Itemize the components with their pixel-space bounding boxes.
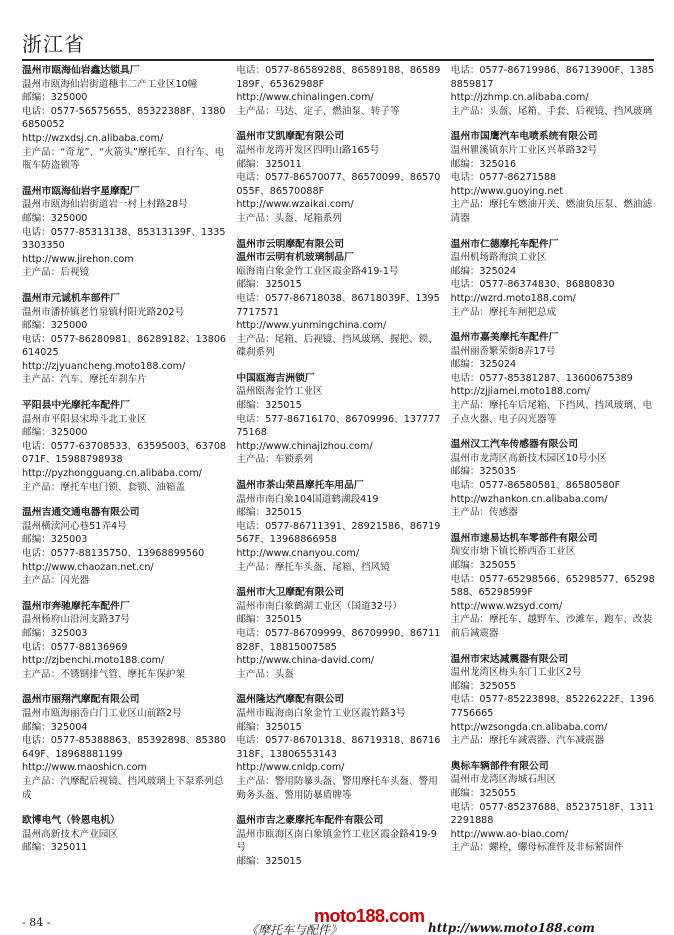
- company-entry: [451, 238, 656, 320]
- company-website-link[interactable]: http://wzsongda.cn.alibaba.com/: [450, 721, 608, 733]
- company-detail-line: 邮编：325015: [236, 507, 302, 519]
- company-detail-line: 温州市瓯海区南白象镇金竹工业区霞金路419-9号: [236, 828, 437, 854]
- company-entry: [22, 600, 227, 682]
- company-detail-line: 主产品：传感器: [450, 507, 518, 519]
- company-detail-line: 电话：0577-86374830、86880830: [450, 279, 615, 291]
- company-detail-line: 电话：0577-86709999、86709990、86711828F、18815007585: [236, 627, 441, 653]
- company-detail-line: 电话：0577-86719986、86713900F、13858859817: [450, 65, 655, 90]
- company-website-link[interactable]: http://jzhmp.cn.alibaba.com/: [450, 92, 589, 104]
- company-detail-line: 主产品：“奇龙”、“火箭头”摩托车、自行车、电瓶车防盗锁等: [22, 146, 225, 172]
- province-heading: 浙江省: [22, 32, 85, 56]
- company-detail-line: 主产品：摩托车减震器、汽车减震器: [450, 735, 605, 747]
- company-entry: [451, 532, 656, 641]
- company-entry: [22, 399, 227, 494]
- company-entry: [451, 64, 656, 118]
- footer-url[interactable]: http://www.moto188.com: [428, 921, 595, 935]
- company-name: 中国瓯海吉洲锁厂: [236, 372, 315, 384]
- company-entry: [22, 693, 227, 802]
- magazine-title: 《摩托车与配件》: [246, 923, 343, 935]
- company-name: 温州汉工汽车传感器有限公司: [450, 439, 579, 451]
- company-name: 奥标车辆部件有限公司: [450, 760, 549, 772]
- company-detail-line: 温州市潘桥镇老竹泉镇村阳光路202号: [22, 306, 185, 318]
- listing-columns: [22, 64, 656, 904]
- company-entry: [22, 64, 227, 173]
- company-detail-line: 电话：0577-65298566、65298577、65298588、65298599F: [450, 573, 655, 599]
- company-detail-line: 电话：0577-86711391、28921586、86719567F、13968866958: [236, 520, 441, 546]
- company-detail-line: 电话：0577-86589288、86589188、86589189F、65362988F: [236, 65, 441, 90]
- company-detail-line: 主产品：摩托车头盔、尾箱、挡风镜: [236, 561, 390, 573]
- company-detail-line: 邮编：325011: [22, 842, 88, 854]
- company-detail-line: 温州杨府山沿河支路37号: [22, 614, 131, 626]
- company-detail-line: 瑞安市塘下镇长桥西岙工业区: [450, 546, 576, 558]
- company-website-link[interactable]: http://zjjiamei.moto188.com/: [450, 386, 590, 398]
- company-website-link[interactable]: http://zjyuancheng.moto188.com/: [22, 360, 186, 372]
- company-detail-line: 邮编：325000: [22, 212, 88, 224]
- company-detail-line: 主产品：摩托车后尾箱、下挡风、挡风玻璃、电子点火器、电子闪光器等: [450, 400, 653, 425]
- company-name: 温州市丽翔汽摩配有限公司: [22, 694, 140, 706]
- company-detail-line: 电话：0577-85223898、85226222F、13967756665: [450, 694, 655, 719]
- company-website-link[interactable]: http://wzrd.moto188.com/: [450, 292, 576, 304]
- company-detail-line: 电话：0577-88136969: [22, 641, 128, 653]
- company-detail-line: 主产品：螺栓，螺母标准件及非标紧固件: [450, 842, 624, 854]
- company-detail-line: 主产品：摩托车燃油开关、燃油负压泵、燃油滤清器: [450, 199, 653, 224]
- company-detail-line: 邮编：325035: [450, 466, 517, 478]
- company-entry: [236, 479, 441, 574]
- company-detail-line: 电话：0577-86701318、86719318、86716318F、13806553143: [236, 735, 441, 760]
- company-entry: [236, 64, 441, 118]
- company-entry: [451, 130, 656, 225]
- company-website-link[interactable]: http://pyzhongguang.cn.alibaba.com/: [22, 468, 202, 480]
- company-detail-line: 温州丽岙繁荣街8弄17号: [450, 345, 556, 357]
- company-detail-line: 主产品：摩托车闸把总成: [450, 306, 557, 318]
- company-detail-line: 主产品：头盔、尾箱系列: [236, 212, 342, 224]
- company-website-link[interactable]: http://www.chinajizhou.com/: [236, 440, 373, 452]
- company-detail-line: 邮编：325024: [450, 265, 517, 277]
- header-rule: [22, 59, 654, 61]
- company-name: 温州市云明摩配有限公司: [236, 238, 345, 250]
- company-entry: [22, 506, 227, 588]
- company-name: 温州市嘉美摩托车配件厂: [450, 332, 559, 344]
- company-entry: [451, 331, 656, 426]
- company-entry: [22, 185, 227, 280]
- company-name: 温州市元诚机车部件厂: [22, 292, 120, 304]
- company-entry: [451, 438, 656, 520]
- company-website-link[interactable]: http://www.cnanyou.com/: [236, 548, 360, 559]
- company-website-link[interactable]: http://wzhankon.cn.alibaba.com/: [450, 493, 608, 505]
- company-detail-line: 邮编：325011: [236, 158, 302, 170]
- company-detail-line: 温州龙湾区梅头东门工业区2号: [450, 667, 582, 679]
- company-name: 温州市国鹰汽车电喷系统有限公司: [450, 131, 598, 143]
- company-detail-line: 邮编：325055: [450, 560, 517, 571]
- company-detail-line: 邮编：325000: [22, 320, 88, 332]
- company-detail-line: 主产品：马达、定子、燃油泵、转子等: [236, 105, 400, 117]
- company-detail-line: 邮编：325015: [236, 279, 302, 291]
- company-detail-line: 电话：0577-85237688、85237518F、13112291888: [450, 801, 655, 827]
- company-detail-line: 温州瓯海金竹工业区: [236, 386, 323, 398]
- company-detail-line: 邮编：325000: [22, 427, 88, 439]
- company-name: 温州市仁德摩托车配件厂: [450, 238, 559, 250]
- company-entry: [236, 586, 441, 681]
- company-name: 欧博电气（铃恩电机）: [22, 815, 120, 827]
- company-detail-line: 主产品：头盔、尾箱、手套、后视镜、挡风玻璃: [450, 105, 653, 117]
- company-entry: [22, 814, 227, 855]
- company-website-link[interactable]: http://www.jirehon.com: [22, 253, 134, 265]
- company-detail-line: 主产品：摩托车、越野车、沙滩车、跑车、改装前后减震器: [450, 614, 653, 639]
- company-detail-line: 主产品：汽摩配后视镜、挡风玻璃上下泵系列总成: [22, 775, 224, 801]
- company-detail-line: 主产品：警用防暴头盔、警用摩托车头盔、警用勤务头盔、警用防暴盾牌等: [236, 775, 438, 801]
- company-detail-line: 邮编：325015: [236, 614, 302, 626]
- company-detail-line: 温州市龙湾区海城石坦区: [450, 774, 557, 786]
- company-entry: [451, 760, 656, 855]
- company-detail-line: 温州市南白象鹤湖工业区（国道32号）: [236, 600, 403, 612]
- company-detail-line: 电话：577-86716170、86709996、13777775168: [236, 413, 441, 439]
- company-detail-line: 温州市平阳县宋埠斗北工业区: [22, 413, 147, 425]
- company-detail-line: 电话：0577-86718038、86718039F、13957717571: [236, 292, 440, 318]
- company-detail-line: 邮编：325000: [22, 92, 88, 104]
- company-entry: [236, 372, 441, 467]
- company-detail-line: 主产品：摩托车电门锁、套锁、油箱盖: [22, 481, 186, 493]
- company-detail-line: 温州市瓯海仙岩街道岩一村上村路28号: [22, 199, 188, 211]
- company-detail-line: 温州市龙湾开发区四明山路165号: [236, 144, 380, 156]
- company-name: 温州市艾凯摩配有限公司: [236, 131, 345, 143]
- page-number: - 84 -: [22, 916, 51, 929]
- company-website-link[interactable]: http://www.chinalingen.com/: [236, 92, 374, 104]
- company-detail-line: 主产品：不锈钢排气管、摩托车保护架: [22, 668, 186, 680]
- company-name: 温州市奔驰摩托车配件厂: [22, 600, 130, 612]
- company-detail-line: 邮编：325016: [450, 158, 517, 170]
- company-name: 温州市茶山荣昌摩托车用品厂: [236, 480, 364, 492]
- company-entry: [236, 693, 441, 802]
- column-2: [236, 64, 441, 904]
- company-detail-line: 温州市瓯海丽岙白门工业区山前路2号: [22, 707, 182, 719]
- company-name: 温州市速易达机车零部件有限公司: [450, 532, 598, 544]
- company-detail-line: 邮编：325004: [22, 721, 88, 733]
- company-entry: [236, 130, 441, 225]
- company-entry: [236, 238, 441, 360]
- company-name: 平阳县中光摩托车配件厂: [22, 400, 130, 412]
- brand-logo[interactable]: moto188.com: [314, 906, 425, 926]
- company-website-link[interactable]: http://zjbenchi.moto188.com/: [22, 655, 165, 667]
- company-detail-line: 电话：0577-56575655、85322388F、13806850052: [22, 105, 226, 131]
- company-detail-line: 电话：0577-63708533、63595003、63708071F、15988798938: [22, 440, 227, 466]
- company-website-link[interactable]: http://www.cnldp.com/: [236, 762, 345, 774]
- page-footer: [0, 904, 674, 935]
- company-website-link[interactable]: http://www.wzaikai.com/: [236, 199, 354, 211]
- company-name: 温州市吉之豪摩托车配件有限公司: [236, 815, 384, 827]
- column-1: [22, 64, 227, 904]
- company-detail-line: 电话：0577-86570077、86570099、86570055F、86570088F: [236, 172, 441, 197]
- company-detail-line: 邮编：325015: [236, 721, 302, 733]
- company-name: 温州隆达汽摩配有限公司: [236, 694, 345, 706]
- company-name: 温州吉通交通电器有限公司: [22, 507, 140, 519]
- company-detail-line: 主产品：车锁系列: [236, 454, 314, 466]
- company-detail-line: 主产品：后视镜: [22, 267, 90, 279]
- company-detail-line: 主产品：汽车、摩托车刹车片: [22, 374, 147, 386]
- company-detail-line: 邮编：325003: [22, 627, 88, 639]
- company-name: 温州市瓯海仙岩宇星摩配厂: [22, 185, 140, 197]
- company-website-link[interactable]: http://www.chaozan.net.cn/: [22, 561, 154, 573]
- company-detail-line: 瓯海南白象金竹工业区霞金路419-1号: [236, 265, 399, 277]
- company-detail-line: 电话：0577-88135750、13968899560: [22, 548, 205, 559]
- company-name: 温州市宋达减震器有限公司: [450, 653, 569, 665]
- company-website-link[interactable]: http://www.wzsyd.com/: [450, 600, 563, 612]
- company-detail-line: 主产品：头盔: [236, 668, 294, 680]
- company-detail-line: 邮编：325003: [22, 534, 88, 546]
- company-detail-line: 电话：0577-86580581、86580580F: [450, 480, 621, 492]
- company-detail-line: 邮编：325024: [450, 359, 517, 371]
- company-detail-line: 电话：0577-86271588: [450, 172, 557, 184]
- company-detail-line: 邮编：325055: [450, 680, 517, 692]
- company-website-link[interactable]: http://www.yunmingchina.com/: [236, 320, 387, 332]
- company-detail-line: 电话：0577-86280981、86289182、13806614025: [22, 333, 227, 359]
- column-3: [451, 64, 656, 904]
- company-detail-line: 主产品：闪光器: [22, 575, 90, 587]
- company-detail-line: 温州横渎河心巷51弄4号: [22, 520, 127, 532]
- company-detail-line: 主产品：尾箱、后视镜、挡风玻璃、握把、锁、碟刹系列: [236, 333, 438, 359]
- company-name: 温州市大卫摩配有限公司: [236, 587, 345, 599]
- company-detail-line: 温州瞿溪镇东片工业区兴革路32号: [450, 144, 598, 156]
- company-website-link[interactable]: http://www.guoying.net: [450, 185, 564, 197]
- company-entry: [451, 653, 656, 748]
- company-entry: [22, 292, 227, 387]
- company-name: 温州市云明有机玻璃制品厂: [236, 252, 354, 264]
- company-detail-line: 邮编：325015: [236, 400, 302, 412]
- company-detail-line: 温州高新技术产业园区: [22, 828, 118, 840]
- company-detail-line: 温州市南白象104国道鹤湖段419: [236, 493, 379, 505]
- company-website-link[interactable]: http://www.ao-biao.com/: [450, 828, 569, 840]
- company-detail-line: 电话：0577-85381287、13600675389: [450, 372, 633, 384]
- company-detail-line: 温州市瓯海仙岩街道穗丰二产工业区10幢: [22, 78, 198, 90]
- company-detail-line: 邮编：325015: [236, 855, 302, 867]
- company-detail-line: 温州机场路海滨工业区: [450, 252, 547, 264]
- company-entry: [236, 814, 441, 868]
- company-detail-line: 电话：0577-85388863、85392898、85380649F、18968881199: [22, 735, 227, 760]
- company-detail-line: 温州市龙湾区高新技术园区10号小区: [450, 452, 607, 464]
- company-website-link[interactable]: http://www.maoshicn.com: [22, 762, 147, 774]
- company-website-link[interactable]: http://www.china-david.com/: [236, 655, 375, 667]
- company-detail-line: 邮编：325055: [450, 787, 517, 799]
- company-detail-line: 温州市瓯海南白象金竹工业区霞竹路3号: [236, 707, 406, 719]
- company-name: 温州市瓯海仙岩鑫达锁具厂: [22, 65, 140, 76]
- company-detail-line: 电话：0577-85313138、85313139F、13353303350: [22, 226, 226, 252]
- company-website-link[interactable]: http://wzxdsj.cn.alibaba.com/: [22, 132, 164, 144]
